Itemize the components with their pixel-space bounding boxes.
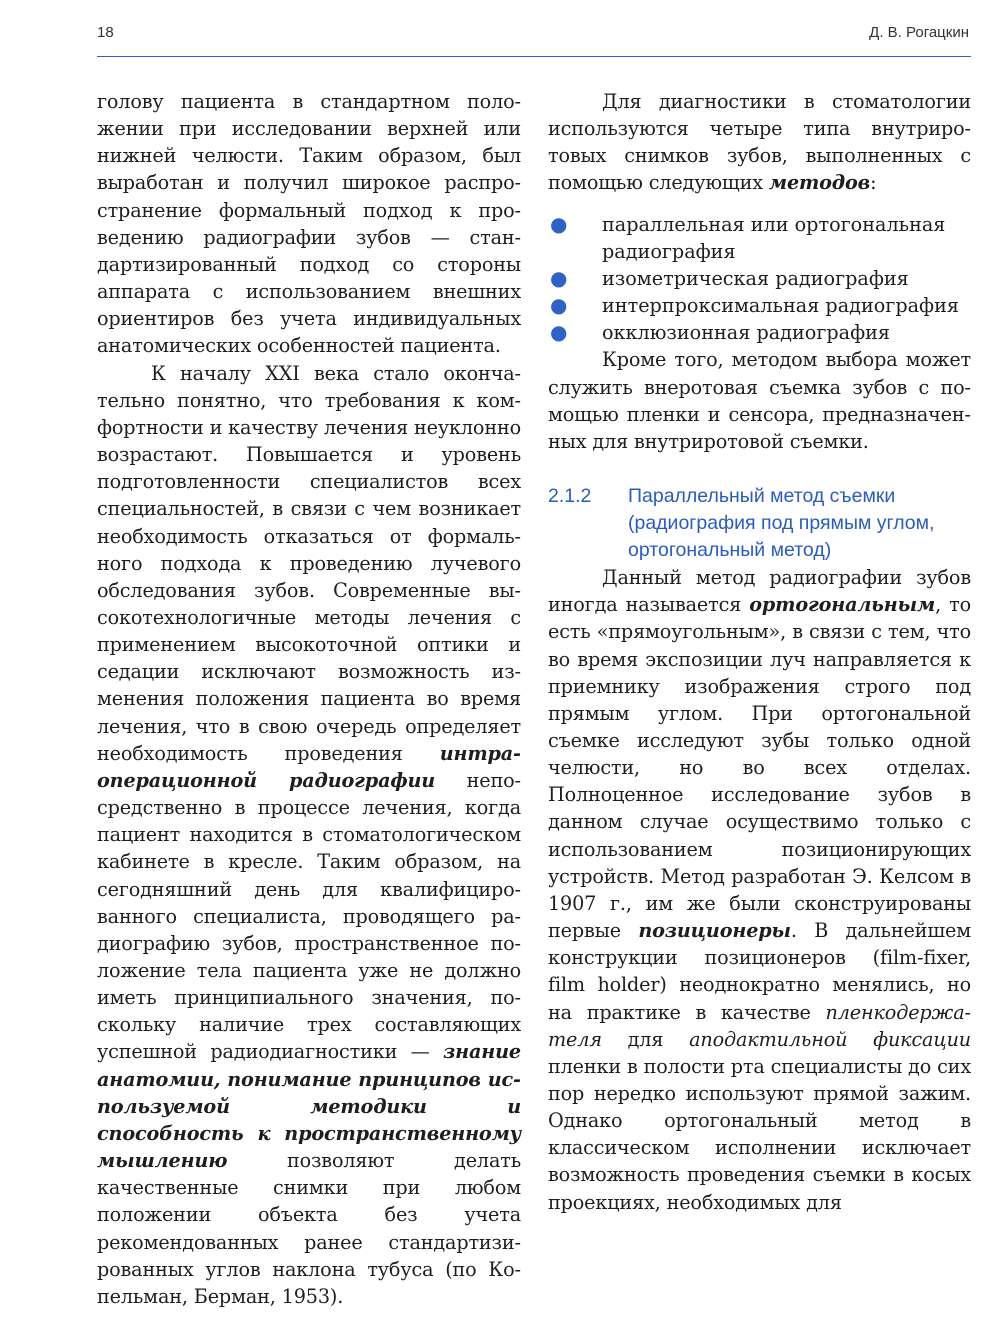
text-run: позволяют делать качественные снимки при любом положении объекта без учета рекомендованных ранее стандартизированных углов наклона тубуса (по Копельман, Берман, 1953). bbox=[97, 1149, 521, 1308]
term-intraoperative-radiography: интраоперационной радиографии bbox=[97, 741, 521, 792]
text-run: , то есть «прямоугольным», в связи с тем, что во время экспозиции луч направляется к приемнику изображения строго под прямым углом. При ортогональной съемке исследуют зубы только одной челюсти, но во всех отделах. Полноценное исследование зубов в данном случае осуществимо только с использованием позиционирующих устройств. Метод разработан Э. Келсом в 1907 г., им же были сконструированы первые bbox=[548, 593, 971, 943]
methods-list bbox=[548, 211, 971, 347]
text-run: Для диагностики в стоматологии используются четыре типа внутриротовых снимков зубов, выполненных с помощью следующих bbox=[548, 90, 971, 195]
text-run: К началу XXI века стало окончательно понятно, что требования к комфортности и качеству лечения неуклонно возрастают. Повышается и уровень подготовленности специалистов всех специальностей, в связи с чем возникает необходимость отказаться от формального подхода к проведению лучевого обследования зубов. Современные высокотехнологичные методы лечения с применением высокоточной оптики и седации исключают возможность изменения положения пациента во время лечения, что в свою очередь определяет необходимость проведения bbox=[97, 361, 521, 765]
text-run: для bbox=[601, 1027, 690, 1051]
running-head-author: Д. В. Рогацкин bbox=[869, 24, 969, 41]
header-rule bbox=[97, 56, 971, 57]
bullet-icon: ● bbox=[550, 320, 568, 345]
paragraph-continued: голову пациента в стандартном положении при исследовании верхней или нижней челюсти. Таким образом, был выработан и получил широкое распространение формальный подход к проведению радиографии зубов — стандартизированный подход со стороны аппарата с использованием внешних ориентиров без учета индивидуальных анатомических особенностей пациента. bbox=[97, 90, 521, 358]
paragraph-parallel-method bbox=[548, 564, 971, 1216]
term-methods: методов bbox=[768, 171, 871, 195]
section-heading bbox=[548, 483, 971, 564]
text-run: : bbox=[870, 171, 877, 195]
list-item bbox=[548, 211, 971, 265]
paragraph-extraoral: Кроме того, методом выбора может служить внеротовая съемка зубов с помощью пленки и сенсора, предназначенных для внутриротовой съемки. bbox=[548, 348, 971, 453]
paragraph-methods-intro bbox=[548, 88, 971, 197]
bullet-icon: ● bbox=[550, 293, 568, 318]
term-apodactyl-fixation: аподактильной фиксации bbox=[689, 1027, 971, 1051]
section-title: Параллельный метод съемки (радиография под прямым углом, ортогональный метод) bbox=[628, 485, 935, 562]
text-run: непосредственно в процессе лечения, когда пациент находится в стоматологическом кабинете в кресле. Таким образом, на сегодняшний день для квалифицированного специалиста, проводящего радиографию зубов, пространственное положение тела пациента уже не должно иметь принципиального значения, поскольку наличие трех составляющих успешной радиодиагностики — bbox=[97, 768, 521, 1064]
text-run: пленки в полости рта специалисты до сих пор нередко используют прямой зажим. Однако ортогональный метод в классическом исполнении исключает возможность проведения съемки в косых проекциях, необходимых для bbox=[548, 1054, 971, 1214]
bullet-icon: ● bbox=[550, 265, 568, 290]
term-positioners: позиционеры bbox=[638, 919, 791, 943]
emphasis-three-components: знание анатомии, понимание принципов используемой методики и способность к пространственному мышлению bbox=[97, 1040, 521, 1173]
text-run: . В дальнейшем конструкции позиционеров (film-fixer, film holder) неоднократно менялись, но на практике в качестве bbox=[548, 919, 971, 1024]
text-run: Данный метод радиографии зубов иногда называется bbox=[548, 566, 971, 617]
page-header bbox=[0, 0, 1000, 60]
section-number: 2.1.2 bbox=[548, 485, 592, 508]
method-label: параллельная или ортогональная радиография bbox=[602, 212, 946, 263]
paragraph-xxi-century bbox=[97, 360, 521, 1310]
method-label: изометрическая радиография bbox=[602, 266, 909, 290]
method-label: окклюзионная радиография bbox=[602, 321, 891, 345]
right-column bbox=[548, 88, 971, 1216]
bullet-icon: ● bbox=[550, 211, 568, 236]
left-column bbox=[97, 88, 521, 1310]
list-item bbox=[548, 265, 971, 292]
term-film-holder: пленкодержателя bbox=[548, 1000, 971, 1051]
method-label: интерпроксимальная радиография bbox=[602, 294, 959, 318]
list-item bbox=[548, 292, 971, 319]
term-orthogonal: ортогональным bbox=[749, 593, 936, 617]
page-number: 18 bbox=[97, 24, 114, 41]
list-item bbox=[548, 319, 971, 346]
